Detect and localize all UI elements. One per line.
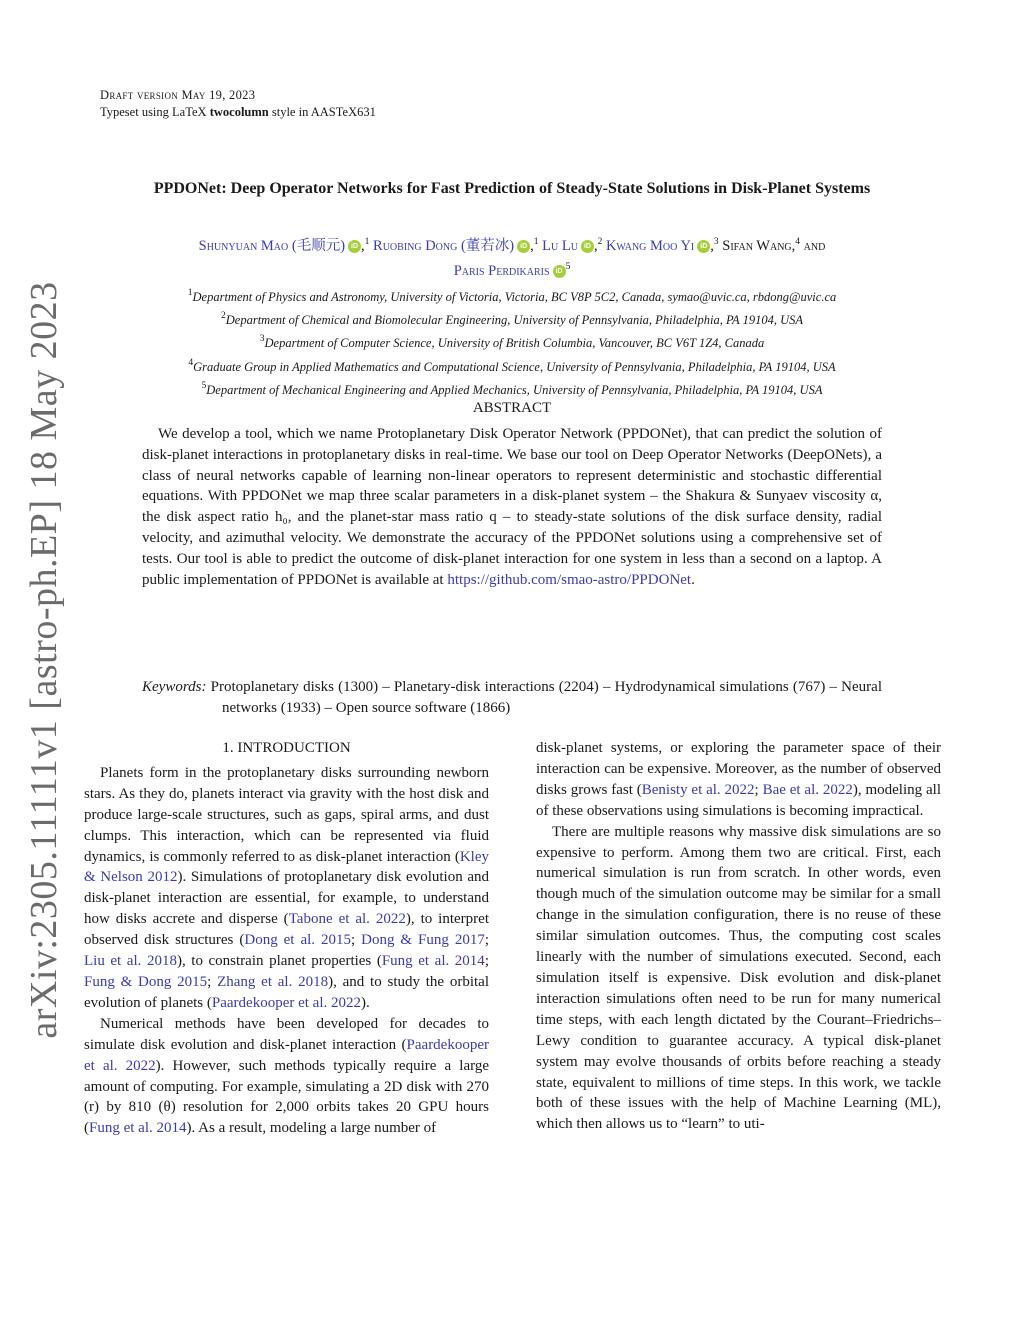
citation-link[interactable]: Zhang et al. 2018 bbox=[217, 973, 329, 990]
affiliations bbox=[100, 284, 924, 400]
draft-header bbox=[100, 87, 376, 121]
right-column bbox=[536, 738, 941, 1135]
orcid-icon[interactable]: iD bbox=[697, 240, 710, 253]
author-list: Shunyuan Mao (毛顺元) iD ,$^1$ Ruobing Dong (董若冰) iD ,$^1$ Lu Lu iD ,$^2$ Kwang Moo Yi iD ,$^3$ Sifan Wang,$^4$ and Paris Perdikaris iD $^5$ bbox=[198, 237, 826, 279]
draft-version: Draft version May 19, 2023 bbox=[100, 88, 256, 102]
author-link[interactable]: Paris Perdikaris bbox=[453, 263, 550, 279]
paper-title: PPDONet: Deep Operator Networks for Fast Prediction of Steady-State Solutions in Disk-Planet Systems bbox=[153, 180, 871, 197]
arxiv-identifier: arXiv:2305.11111v1 [astro-ph.EP] 18 May 2023 bbox=[23, 281, 65, 1039]
citation-link[interactable]: Fung & Dong 2015 bbox=[84, 973, 208, 990]
author-link[interactable]: Lu Lu bbox=[542, 238, 578, 254]
citation-link[interactable]: Fung et al. 2014 bbox=[89, 1120, 187, 1137]
affiliation: $^1$Department of Physics and Astronomy, University of Victoria, Victoria, BC V8P 5C2, Canada, symao@uvic.ca, rbdong@uvic.ca bbox=[187, 288, 837, 304]
keywords: Keywords: Protoplanetary disks (1300) – Planetary-disk interactions (2204) – Hydrodynamical simulations (767) – Neural networks (1933) – Open source software (1866) bbox=[142, 679, 882, 716]
author-link[interactable]: Ruobing Dong (董若冰) bbox=[373, 238, 515, 254]
citation-link[interactable]: Kley & Nelson 2012 bbox=[84, 848, 489, 886]
keywords-label: Keywords: bbox=[142, 679, 207, 695]
affiliation: $^3$Department of Computer Science, University of British Columbia, Vancouver, BC V6T 1Z4, Canada bbox=[259, 334, 765, 351]
paragraph: There are multiple reasons why massive disk simulations are so expensive to perform. Among them two are critical. First, each numerical simulation is run from scratch. In other words, even though much of the simulation outcome may be similar for a small change in the simulation configuration, there is no reuse of these similar simulation outcomes. Thus, the computing cost scales linearly with the number of simulations executed. Second, each simulation itself is expensive. Disk evolution and disk-planet interaction simulations often need to be run for many numerical time steps, with each length dictated by the Courant–Friedrichs–Lewy condition to guarantee accuracy. A typical disk-planet system may evolve thousands of orbits before reaching a steady state, equivalent to millions of time steps. In this work, we tackle both of these issues with the help of Machine Learning (ML), which then allows us to “learn” to uti- bbox=[536, 823, 941, 1133]
citation-link[interactable]: Liu et al. 2018 bbox=[84, 953, 177, 970]
author-link[interactable]: Kwang Moo Yi bbox=[605, 238, 695, 254]
author-name: Sifan Wang, bbox=[722, 238, 796, 254]
orcid-icon[interactable]: iD bbox=[517, 240, 530, 253]
abstract-body: We develop a tool, which we name Protoplanetary Disk Operator Network (PPDONet), that can predict the solution of disk-planet interactions in protoplanetary disks in real-time. We base our tool on Deep Operator Networks (DeepONets), a class of neural networks capable of learning non-linear operators to represent deterministic and stochastic differential equations. With PPDONet we map three scalar parameters in a disk-planet system – the Shakura & Sunyaev viscosity α, the disk aspect ratio h₀, and the planet-star mass ratio q – to steady-state solutions of the disk surface density, radial velocity, and azimuthal velocity. We demonstrate the accuracy of the PPDONet solutions using a comprehensive set of tests. Our tool is able to predict the outcome of disk-planet interaction for one system in less than a second on a laptop. A public implementation of PPDONet is available at https://github.com/smao-astro/PPDONet. bbox=[142, 426, 882, 588]
paragraph: Planets form in the protoplanetary disks surrounding newborn stars. As they do, planets interact via gravity with the host disk and produce large-scale structures, such as gaps, spiral arms, and dust clumps. This interaction, which can be represented via fluid dynamics, is commonly referred to as disk-planet interaction (Kley & Nelson 2012). Simulations of protoplanetary disk evolution and disk-planet interaction are essential, for example, to understand how disks accrete and disperse (Tabone et al. 2022), to interpret observed disk structures (Dong et al. 2015; Dong & Fung 2017; Liu et al. 2018), to constrain planet properties (Fung et al. 2014; Fung & Dong 2015; Zhang et al. 2018), and to study the orbital evolution of planets (Paardekooper et al. 2022). bbox=[84, 764, 490, 1011]
affiliation: $^2$Department of Chemical and Biomolecular Engineering, University of Pennsylvania, Philadelphia, PA 19104, USA bbox=[221, 311, 803, 328]
section-heading: 1. INTRODUCTION bbox=[222, 740, 351, 756]
orcid-icon[interactable]: iD bbox=[348, 240, 361, 253]
arxiv-sidebar bbox=[0, 0, 90, 1325]
latex-logo: LaTeX bbox=[172, 105, 207, 119]
citation-link[interactable]: Tabone et al. 2022 bbox=[288, 911, 406, 928]
typeset-line: Typeset using LaTeX twocolumn style in AASTeX631 bbox=[100, 105, 376, 119]
author-link[interactable]: Shunyuan Mao (毛顺元) bbox=[198, 238, 346, 254]
citation-link[interactable]: Fung et al. 2014 bbox=[381, 953, 485, 970]
citation-link[interactable]: Benisty et al. 2022 bbox=[641, 781, 755, 798]
citation-link[interactable]: Dong et al. 2015 bbox=[244, 932, 351, 949]
affiliation: $^4$Graduate Group in Applied Mathematics and Computational Science, University of Pennsylvania, Philadelphia, PA 19104, USA bbox=[188, 357, 836, 374]
orcid-icon[interactable]: iD bbox=[553, 265, 566, 278]
citation-link[interactable]: Paardekooper et al. 2022 bbox=[84, 1036, 489, 1074]
github-link[interactable]: https://github.com/smao-astro/PPDONet bbox=[447, 571, 692, 588]
citation-link[interactable]: Dong & Fung 2017 bbox=[361, 932, 485, 949]
citation-link[interactable]: Paardekooper et al. 2022 bbox=[211, 994, 362, 1011]
affiliation: $^5$Department of Mechanical Engineering and Applied Mechanics, University of Pennsylvania, Philadelphia, PA 19104, USA bbox=[201, 380, 823, 397]
paragraph: Numerical methods have been developed for decades to simulate disk evolution and disk-planet interaction (Paardekooper et al. 2022). However, such methods typically require a large amount of computing. For example, simulating a 2D disk with 270 (r) by 810 (θ) resolution for 2,000 orbits takes 20 GPU hours (Fung et al. 2014). As a result, modeling a large number of bbox=[84, 1015, 489, 1137]
left-column bbox=[84, 738, 489, 1139]
paragraph: disk-planet systems, or exploring the parameter space of their interaction can be expensive. Moreover, as the number of observed disks grows fast (Benisty et al. 2022; Bae et al. 2022), modeling all of these observations using simulations is becoming impractical. bbox=[536, 740, 941, 819]
orcid-icon[interactable]: iD bbox=[581, 240, 594, 253]
citation-link[interactable]: Bae et al. 2022 bbox=[762, 781, 853, 798]
abstract-heading: ABSTRACT bbox=[472, 400, 552, 416]
